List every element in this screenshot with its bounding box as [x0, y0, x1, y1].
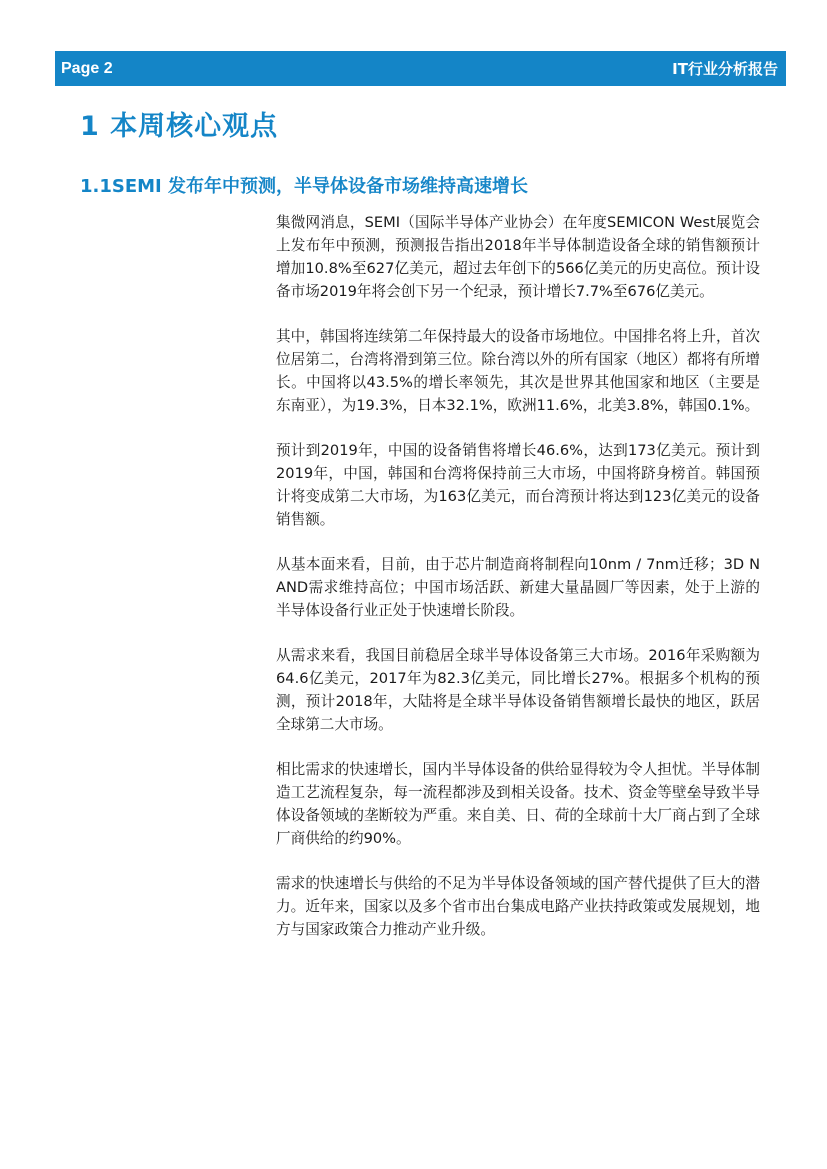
report-title: IT行业分析报告	[672, 60, 778, 78]
section-heading: 1 本周核心观点	[80, 111, 279, 142]
subsection-heading: 1.1SEMI 发布年中预测，半导体设备市场维持高速增长	[80, 176, 529, 197]
paragraph: 从需求来看，我国目前稳居全球半导体设备第三大市场。2016年采购额为64.6亿美元，2017年为82.3亿美元，同比增长27%。根据多个机构的预测，预计2018年，大陆将是全球半导体设备销售额增长最快的地区，跃居全球第二大市场。	[276, 647, 760, 733]
paragraph: 预计到2019年，中国的设备销售将增长46.6%，达到173亿美元。预计到2019年，中国，韩国和台湾将保持前三大市场，中国将跻身榜首。韩国预计将变成第二大市场，为163亿美元，而台湾预计将达到123亿美元的设备销售额。	[276, 442, 760, 528]
paragraph: 相比需求的快速增长，国内半导体设备的供给显得较为令人担忧。半导体制造工艺流程复杂，每一流程都涉及到相关设备。技术、资金等壁垒导致半导体设备领域的垄断较为严重。来自美、日、荷的全球前十大厂商占到了全球厂商供给的约90%。	[276, 761, 760, 847]
paragraph: 集微网消息，SEMI（国际半导体产业协会）在年度SEMICON West展览会上发布年中预测，预测报告指出2018年半导体制造设备全球的销售额预计增加10.8%至627亿美元，超过去年创下的566亿美元的历史高位。预计设备市场2019年将会创下另一个纪录，预计增长7.7%至676亿美元。	[276, 214, 760, 300]
paragraph: 需求的快速增长与供给的不足为半导体设备领域的国产替代提供了巨大的潜力。近年来，国家以及多个省市出台集成电路产业扶持政策或发展规划，地方与国家政策合力推动产业升级。	[276, 875, 760, 938]
header-bar	[55, 51, 786, 86]
paragraph: 从基本面来看，目前，由于芯片制造商将制程向10nm / 7nm迁移；3D NAND需求维持高位；中国市场活跃、新建大量晶圆厂等因素，处于上游的半导体设备行业正处于快速增长阶段。	[276, 556, 760, 619]
page-number: Page 2	[61, 59, 113, 77]
paragraph: 其中，韩国将连续第二年保持最大的设备市场地位。中国排名将上升，首次位居第二，台湾将滑到第三位。除台湾以外的所有国家（地区）都将有所增长。中国将以43.5%的增长率领先，其次是世界其他国家和地区（主要是东南亚），为19.3%，日本32.1%，欧洲11.6%，北美3.8%，韩国0.1%。	[276, 328, 760, 414]
article-body	[276, 211, 760, 963]
